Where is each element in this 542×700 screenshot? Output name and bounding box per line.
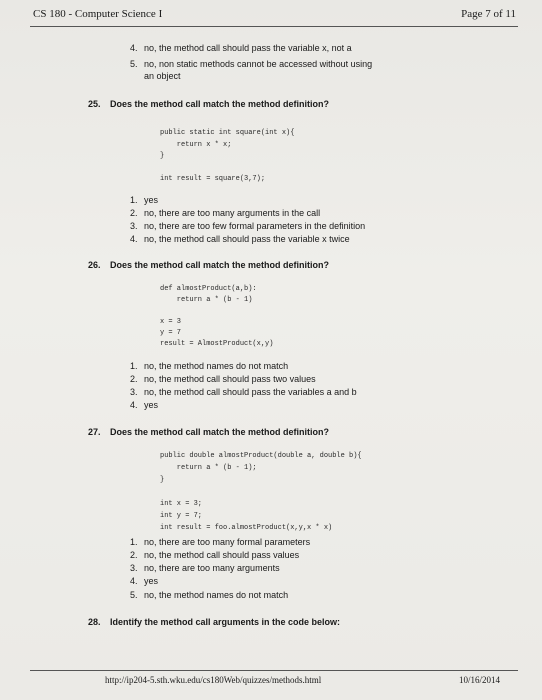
option-item: 5. no, non static methods cannot be accessed without using <box>130 59 373 69</box>
option-item: 2. no, the method call should pass two values <box>130 374 316 384</box>
code-block-27: public double almostProduct(double a, double b){ return a * (b - 1); } int x = 3; int y = 7; int result = foo.almostProduct(x,y,x * x) <box>160 452 362 532</box>
code-block-26: def almostProduct(a,b): return a * (b - 1) x = 3 y = 7 result = AlmostProduct(x,y) <box>160 285 274 348</box>
option-item: 3. no, the method call should pass the variables a and b <box>130 387 357 397</box>
question-25: 25. Does the method call match the method definition? <box>88 99 330 109</box>
option-continuation: an object <box>144 71 181 81</box>
footer-rule <box>30 670 518 671</box>
option-item: 3. no, there are too few formal parameters in the definition <box>130 221 366 231</box>
option-item: 5. no, the method names do not match <box>130 590 289 600</box>
option-item: 4. no, the method call should pass the variable x twice <box>130 234 350 244</box>
option-item: 4. yes <box>130 576 159 586</box>
option-item: 1. no, there are too many formal parameters <box>130 537 311 547</box>
header-rule <box>30 26 518 27</box>
option-item: 1. yes <box>130 195 159 205</box>
option-item: 2. no, there are too many arguments in the call <box>130 208 321 218</box>
page-number: Page 7 of 11 <box>461 8 516 20</box>
course-title: CS 180 - Computer Science I <box>33 8 163 20</box>
option-item: 4. no, the method call should pass the variable x, not a <box>130 43 352 53</box>
question-26: 26. Does the method call match the method definition? <box>88 260 330 270</box>
option-item: 4. yes <box>130 400 159 410</box>
question-27: 27. Does the method call match the method definition? <box>88 427 330 437</box>
code-block-25: public static int square(int x){ return x * x; } int result = square(3,7); <box>160 129 295 183</box>
footer-date: 10/16/2014 <box>458 675 500 685</box>
question-28: 28. Identify the method call arguments in the code below: <box>88 617 341 627</box>
option-item: 2. no, the method call should pass values <box>130 550 300 560</box>
option-item: 1. no, the method names do not match <box>130 361 289 371</box>
footer-url[interactable]: http://ip204-5.sth.wku.edu/cs180Web/quizzes/methods.html <box>105 675 322 685</box>
option-item: 3. no, there are too many arguments <box>130 563 280 573</box>
